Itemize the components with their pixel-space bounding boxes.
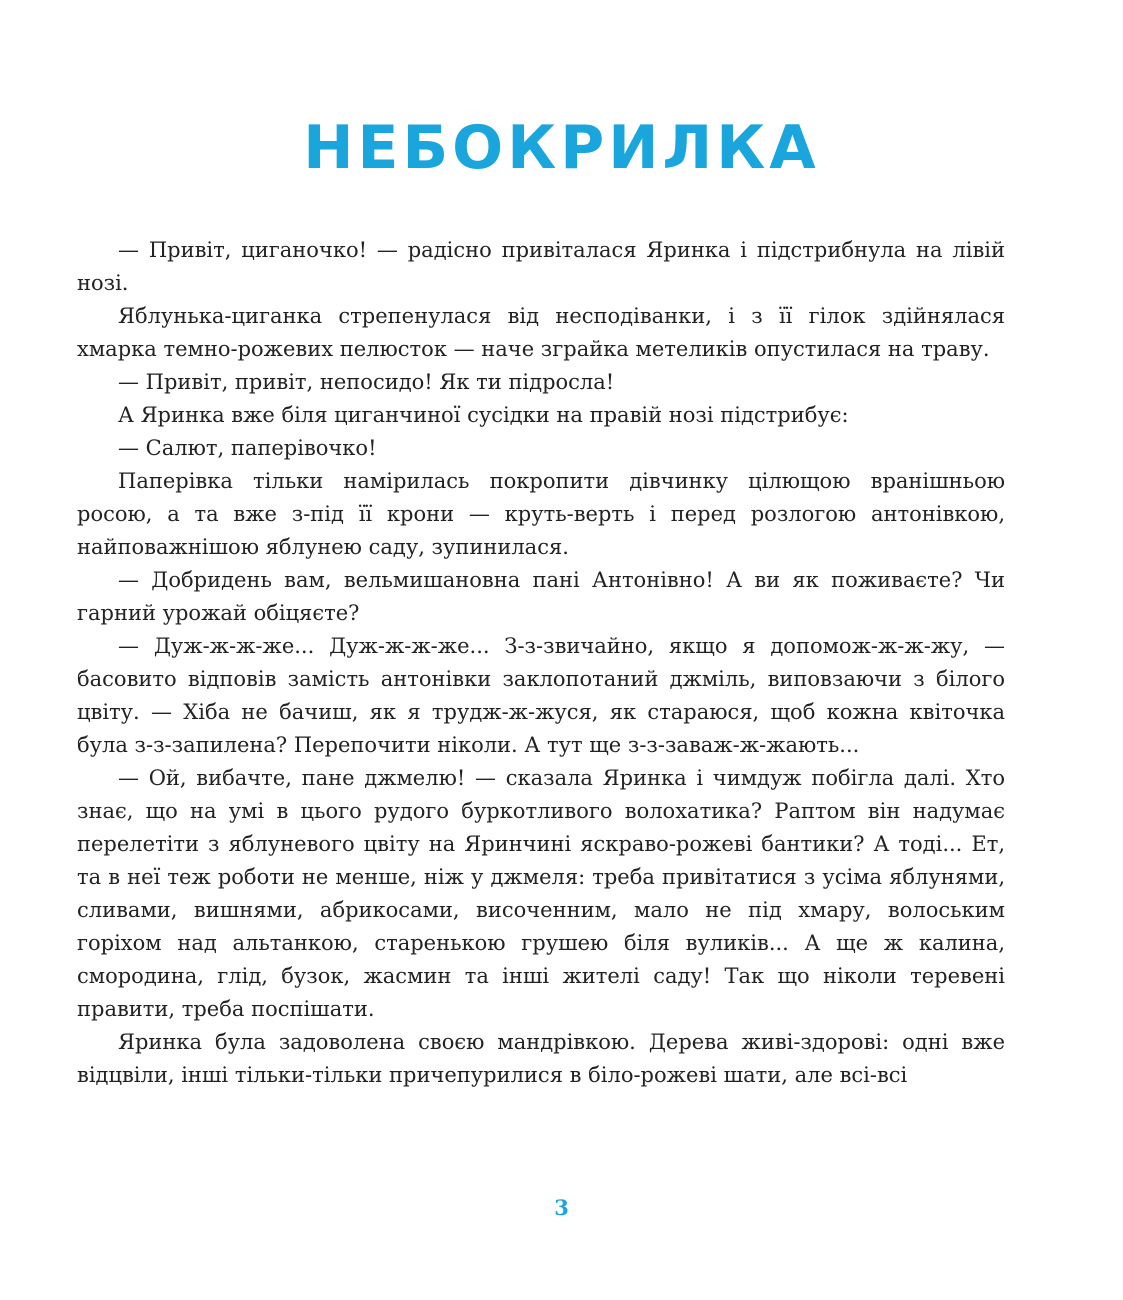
story-text [77, 234, 1005, 1092]
paragraph: — Ой, вибачте, пане джмелю! — сказала Яринка і чимдуж побігла далі. Хто знає, що на умі в цього рудого буркотливого волохатика? Раптом він надумає перелетіти з яблуневого цвіту на Яринчині яскраво-рожеві бантики? А тоді... Ет, та в неї теж роботи не менше, ніж у джмеля: треба привітатися з усіма яблунями, сливами, вишнями, абрикосами, височенним, мало не під хмару, волоським горіхом над альтанкою, старенькою грушею біля вуликів... А ще ж калина, смородина, глід, бузок, жасмин та інші жителі саду! Так що ніколи теревені правити, треба поспішати. [77, 766, 1005, 1021]
chapter-title: НЕБОКРИЛКА [303, 113, 820, 183]
paragraph: — Добридень вам, вельмишановна пані Антонівно! А ви як поживаєте? Чи гарний урожай обіцяєте? [77, 568, 1005, 625]
paragraph: Яблунька-циганка стрепенулася від несподіванки, і з її гілок здійнялася хмарка темно-рожевих пелюсток — наче зграйка метеликів опустилася на траву. [77, 304, 1005, 361]
paragraph: Паперівка тільки намірилась покропити дівчинку цілющою вранішньою росою, а та вже з-під її крони — круть-верть і перед розлогою антонівкою, найповажнішою яблунею саду, зупинилася. [77, 469, 1005, 559]
paragraph: Яринка була задоволена своєю мандрівкою. Дерева живі-здорові: одні вже відцвіли, інші тільки-тільки причепурилися в біло-рожеві шати, але всі-всі [77, 1030, 1005, 1087]
paragraph: А Яринка вже біля циганчиної сусідки на правій нозі підстрибує: [118, 403, 849, 427]
paragraph: — Дуж-ж-ж-же... Дуж-ж-ж-же... З-з-звичайно, якщо я допомож-ж-ж-жу, — басовито відповів замість антонівки заклопотаний джміль, виповзаючи з білого цвіту. — Хіба не бачиш, як я трудж-ж-жуся, як стараюся, щоб кожна квіточка була з-з-запилена? Перепочити ніколи. А тут ще з-з-заваж-ж-жають... [77, 634, 1005, 757]
paragraph: — Привіт, циганочко! — радісно привіталася Яринка і підстрибнула на лівій нозі. [77, 238, 1005, 295]
paragraph: — Салют, паперівочко! [118, 436, 377, 460]
paragraph: — Привіт, привіт, непосидо! Як ти підросла! [118, 370, 615, 394]
page-number: 3 [554, 1195, 569, 1220]
